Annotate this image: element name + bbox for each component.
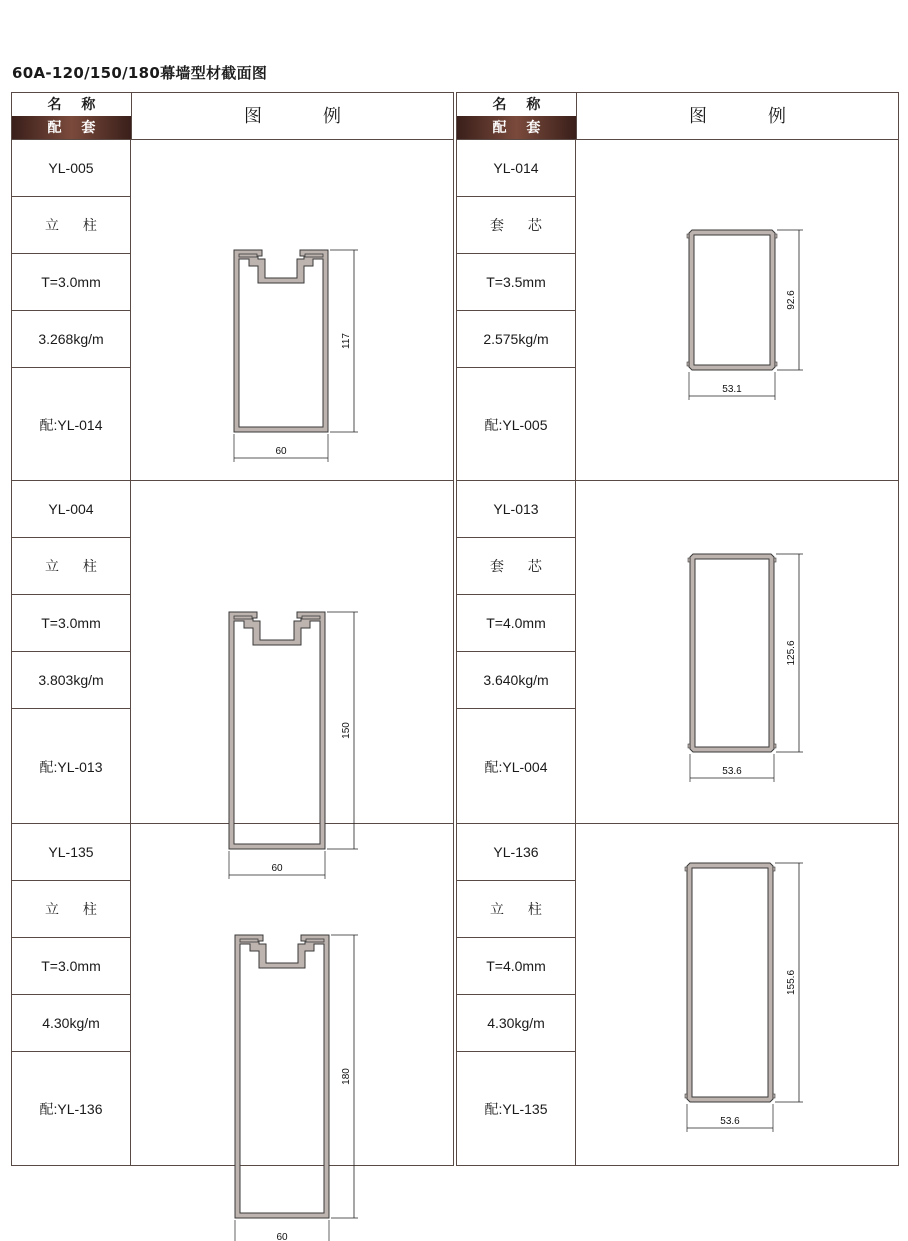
right-spec-table (456, 92, 899, 1166)
flange-lip-right (306, 939, 324, 942)
width-dimension-label: 60 (271, 863, 283, 874)
matching-profile: 配:YL-014 (39, 416, 103, 433)
corner-nub (687, 234, 689, 238)
header-legend-label: 图 例 (576, 93, 898, 139)
height-dimension-label: 125.6 (786, 640, 797, 666)
profile-type: 立 柱 (12, 881, 130, 938)
table-header (12, 93, 453, 140)
section-svg (577, 140, 899, 481)
section-svg (132, 824, 454, 1241)
corner-nub (773, 1094, 775, 1098)
corner-nub (774, 744, 776, 748)
flange-lip-left (239, 254, 257, 257)
profile-type: 立 柱 (12, 197, 130, 254)
profile-type: 套 芯 (457, 538, 575, 595)
width-dimension-label: 53.6 (720, 1116, 740, 1127)
dimension-lines (687, 863, 803, 1132)
dimension-lines (235, 935, 358, 1241)
header-name-label: 名 称 (492, 96, 549, 112)
wall-thickness: T=3.0mm (12, 254, 130, 311)
spec-cells (457, 824, 576, 1165)
header-match-label: 配 套 (12, 116, 131, 139)
profile-section (690, 554, 774, 752)
header-match-label: 配 套 (457, 116, 576, 139)
width-dimension-label: 53.6 (722, 766, 742, 777)
left-spec-table (11, 92, 454, 1241)
flange-lip-left (234, 616, 252, 619)
flange-lip-left (240, 939, 258, 942)
height-dimension-label: 150 (341, 722, 352, 739)
dimension-lines (689, 230, 803, 400)
profile-group (457, 481, 898, 824)
unit-weight: 4.30kg/m (457, 995, 575, 1052)
profile-type: 立 柱 (457, 881, 575, 938)
spec-cells (457, 140, 576, 480)
profile-code: YL-135 (12, 824, 130, 881)
spec-cells (457, 481, 576, 823)
profile-group (12, 140, 453, 481)
profile-group (12, 824, 453, 1241)
flange-lip-right (305, 254, 323, 257)
flange-lip-right (302, 616, 320, 619)
wall-thickness: T=3.5mm (457, 254, 575, 311)
unit-weight: 3.268kg/m (12, 311, 130, 368)
unit-weight: 4.30kg/m (12, 995, 130, 1052)
height-dimension-label: 117 (341, 333, 352, 349)
corner-nub (688, 744, 690, 748)
corner-nub (775, 234, 777, 238)
wall-thickness: T=4.0mm (457, 938, 575, 995)
corner-nub (685, 1094, 687, 1098)
corner-nub (774, 558, 776, 562)
profile-group (457, 140, 898, 481)
legend-drawing-area (577, 824, 898, 1165)
profile-type: 立 柱 (12, 538, 130, 595)
height-dimension-label: 180 (341, 1068, 352, 1085)
unit-weight: 2.575kg/m (457, 311, 575, 368)
profile-type: 套 芯 (457, 197, 575, 254)
profile-section (687, 863, 773, 1102)
page-title: 60A-120/150/180幕墙型材截面图 (12, 64, 268, 82)
core-profile-drawing (688, 554, 776, 752)
spec-cells (12, 140, 131, 480)
core-profile-drawing (685, 863, 775, 1102)
section-svg (577, 824, 899, 1165)
profile-section (229, 612, 325, 849)
unit-weight: 3.640kg/m (457, 652, 575, 709)
matching-profile: 配:YL-005 (484, 416, 548, 433)
wall-thickness: T=3.0mm (12, 938, 130, 995)
mullion-profile-drawing (235, 935, 329, 1218)
mullion-profile-drawing (234, 250, 328, 432)
corner-nub (775, 362, 777, 366)
profile-section (689, 230, 775, 370)
header-name-label: 名 称 (47, 96, 104, 112)
section-svg (132, 481, 454, 874)
header-legend-label: 图 例 (131, 93, 453, 139)
spec-cells (12, 824, 131, 1165)
legend-drawing-area (577, 140, 898, 480)
core-profile-drawing (687, 230, 777, 370)
height-dimension-label: 92.6 (786, 290, 797, 310)
width-dimension-label: 60 (275, 446, 287, 457)
width-dimension-label: 53.1 (722, 384, 742, 395)
height-dimension-label: 155.6 (786, 969, 797, 996)
legend-drawing-area (132, 824, 453, 1241)
corner-nub (773, 867, 775, 871)
legend-drawing-area (132, 140, 453, 480)
mullion-profile-drawing (229, 612, 325, 849)
matching-profile: 配:YL-004 (484, 758, 548, 775)
matching-profile: 配:YL-136 (39, 1100, 103, 1117)
profile-code: YL-014 (457, 140, 575, 197)
profile-section (235, 935, 329, 1218)
wall-thickness: T=3.0mm (12, 595, 130, 652)
profile-code: YL-136 (457, 824, 575, 881)
spec-cells (12, 481, 131, 823)
profile-code: YL-013 (457, 481, 575, 538)
section-svg (577, 481, 899, 824)
wall-thickness: T=4.0mm (457, 595, 575, 652)
width-dimension-label: 60 (276, 1232, 288, 1241)
profile-code: YL-005 (12, 140, 130, 197)
matching-profile: 配:YL-135 (484, 1100, 548, 1117)
corner-nub (685, 867, 687, 871)
legend-drawing-area (132, 481, 453, 874)
profile-code: YL-004 (12, 481, 130, 538)
corner-nub (688, 558, 690, 562)
legend-drawing-area (577, 481, 898, 823)
section-svg (132, 140, 454, 481)
matching-profile: 配:YL-013 (39, 758, 103, 775)
profile-group (457, 824, 898, 1165)
table-header (457, 93, 898, 140)
unit-weight: 3.803kg/m (12, 652, 130, 709)
profile-section (234, 250, 328, 432)
corner-nub (687, 362, 689, 366)
